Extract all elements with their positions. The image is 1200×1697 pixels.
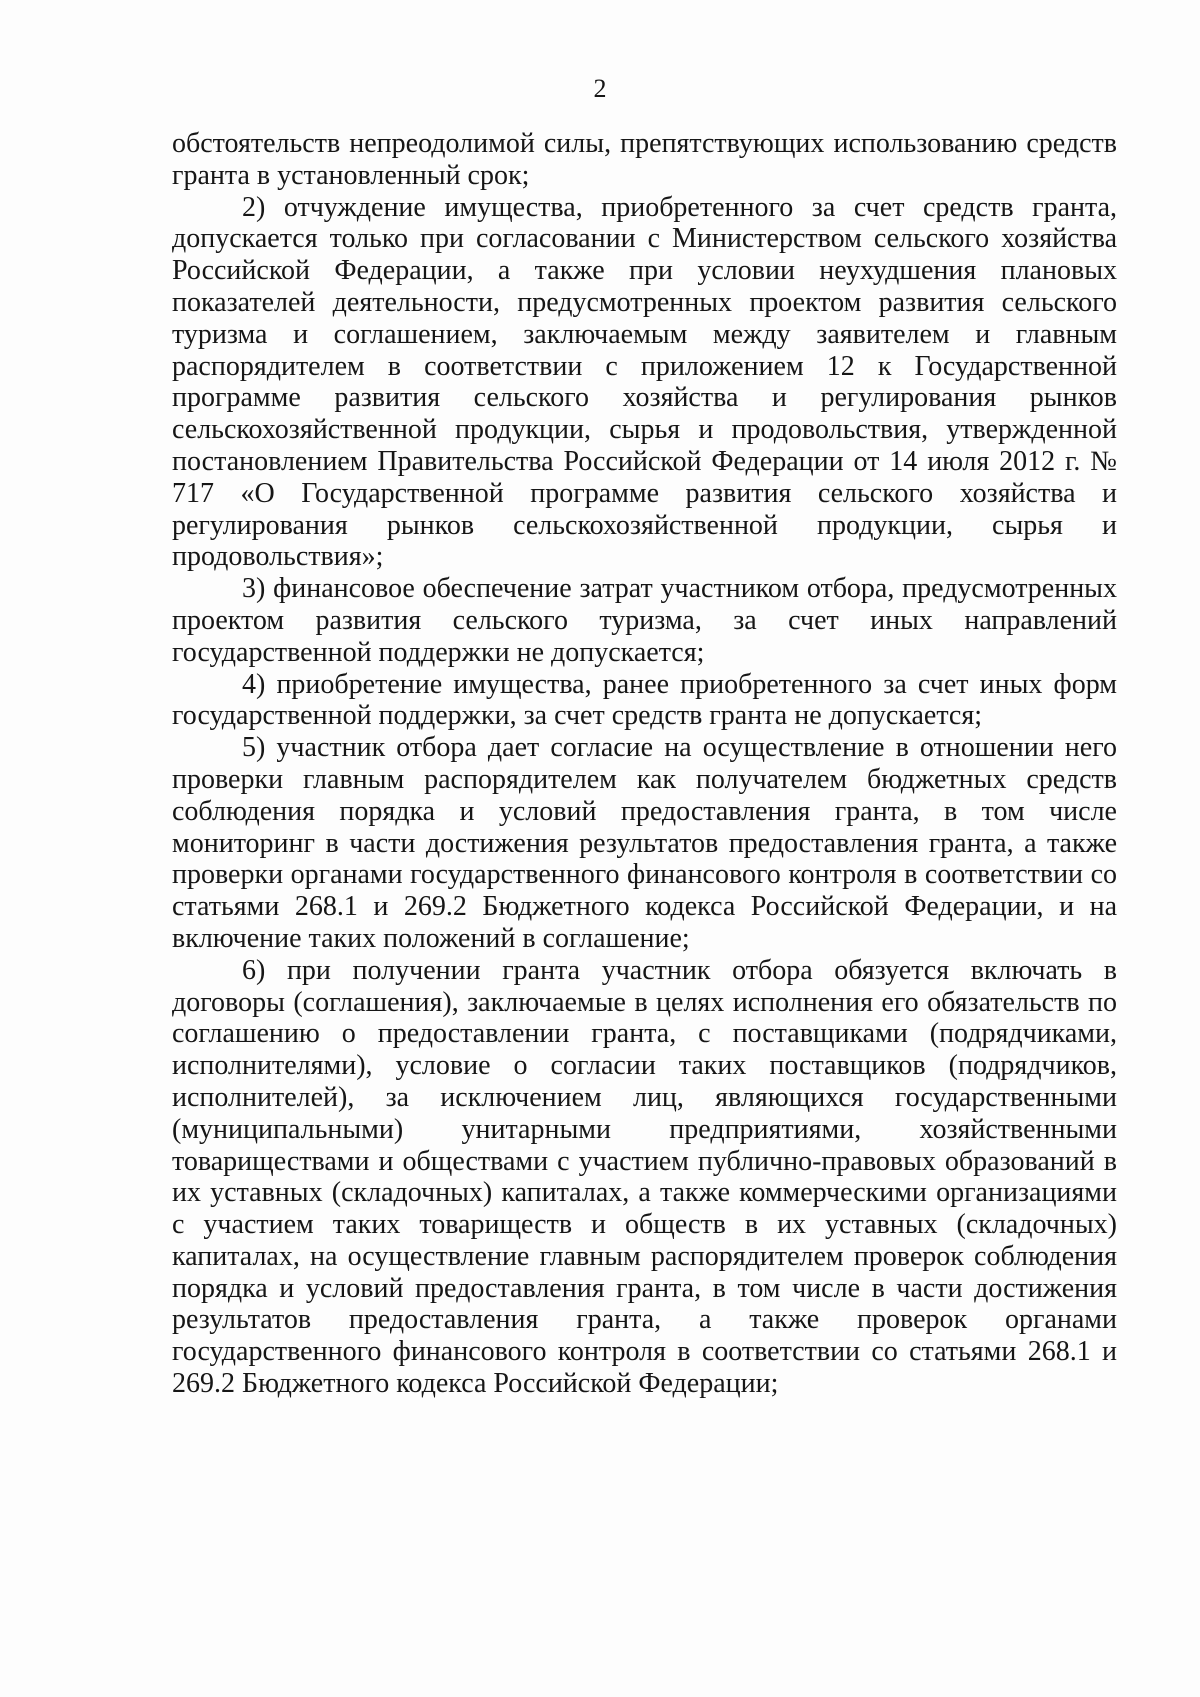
paragraph-item-3: 3) финансовое обеспечение затрат участником отбора, предусмотренных проектом развития сельского туризма, за счет иных направлений государственной поддержки не допускается; [172, 573, 1117, 668]
page-number: 2 [593, 74, 607, 103]
paragraph-item-5: 5) участник отбора дает согласие на осуществление в отношении него проверки главным распорядителем как получателем бюджетных средств соблюдения порядка и условий предоставления гранта, в том числе мониторинг в части достижения результатов предоставления гранта, а также проверки органами государственного финансового контроля в соответствии со статьями 268.1 и 269.2 Бюджетного кодекса Российской Федерации, и на включение таких положений в соглашение; [172, 732, 1117, 954]
paragraph-item-6: 6) при получении гранта участник отбора обязуется включать в договоры (соглашения), заключаемые в целях исполнения его обязательств по соглашению о предоставлении гранта, с поставщиками (подрядчиками, исполнителями), условие о согласии таких поставщиков (подрядчиков, исполнителей), за исключением лиц, являющихся государственными (муниципальными) унитарными предприятиями, хозяйственными товариществами и обществами с участием публично-правовых образований в их уставных (складочных) капиталах, а также коммерческими организациями с участием таких товариществ и обществ в их уставных (складочных) капиталах, на осуществление главным распорядителем проверок соблюдения порядка и условий предоставления гранта, в том числе в части достижения результатов предоставления гранта, а также проверок органами государственного финансового контроля в соответствии со статьями 268.1 и 269.2 Бюджетного кодекса Российской Федерации; [172, 954, 1117, 1400]
paragraph-item-2: 2) отчуждение имущества, приобретенного за счет средств гранта, допускается только при согласовании с Министерством сельского хозяйства Российской Федерации, а также при условии неухудшения плановых показателей деятельности, предусмотренных проектом развития сельского туризма и соглашением, заключаемым между заявителем и главным распорядителем в соответствии с приложением 12 к Государственной программе развития сельского хозяйства и регулирования рынков сельскохозяйственной продукции, сырья и продовольствия, утвержденной постановлением Правительства Российской Федерации от 14 июля 2012 г. № 717 «О Государственной программе развития сельского хозяйства и регулирования рынков сельскохозяйственной продукции, сырья и продовольствия»; [172, 191, 1117, 573]
document-body [172, 128, 1117, 1400]
paragraph-item-4: 4) приобретение имущества, ранее приобретенного за счет иных форм государственной поддержки, за счет средств гранта не допускается; [172, 668, 1117, 732]
paragraph-continuation: обстоятельств непреодолимой силы, препятствующих использованию средств гранта в установленный срок; [172, 128, 1117, 191]
